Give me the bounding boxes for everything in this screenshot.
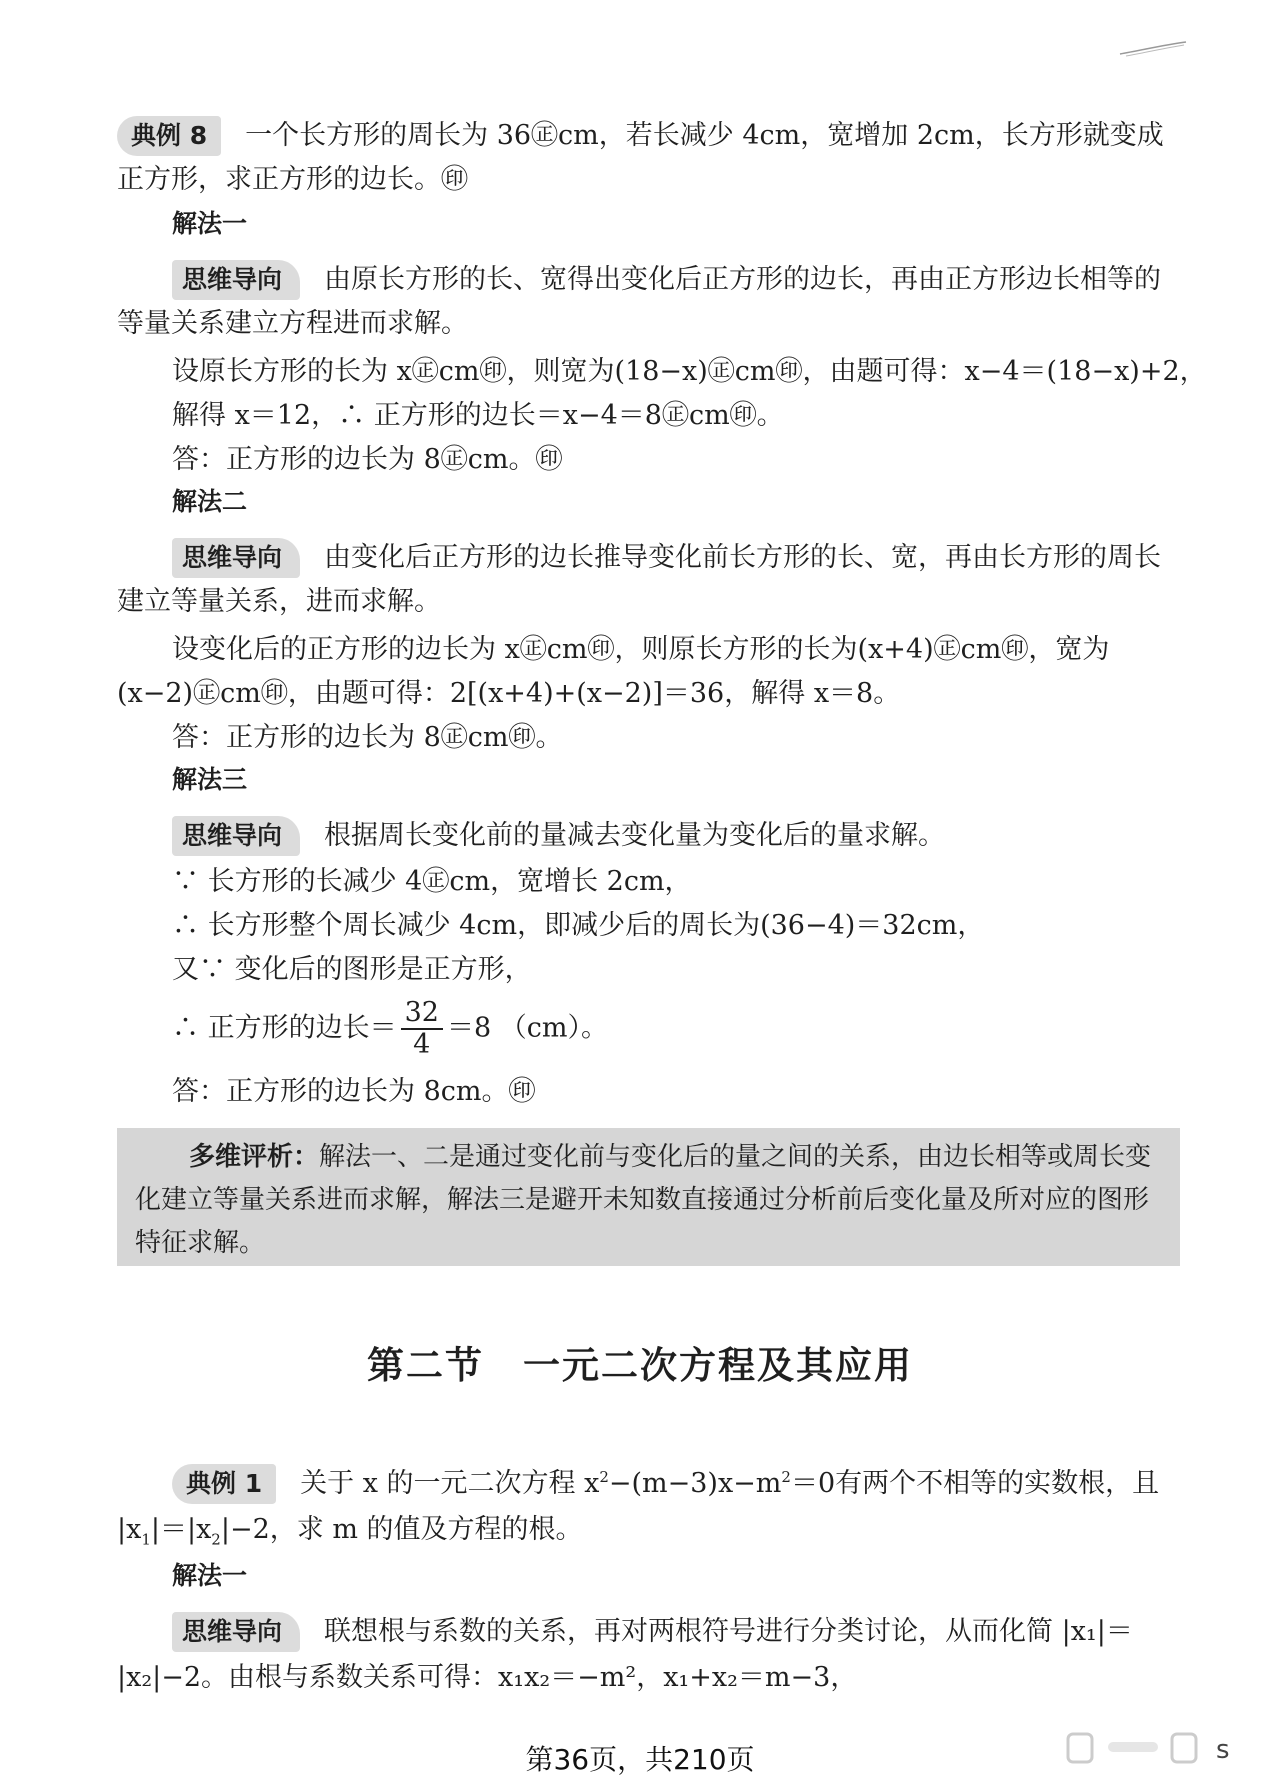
thinking-tag: 思维导向 — [172, 1612, 300, 1652]
analysis-text: 解法一、二是通过变化前与变化后的量之间的关系，由边长相等或周长变化建立等量关系进而求解，解法三是避开未知数直接通过分析前后变化量及所对应的图形特征求解。 — [135, 1142, 1152, 1258]
method-2-thinking-text: 由变化后正方形的边长推导变化前长方形的长、宽，再由长方形的周长建立等量关系，进而求解。 — [117, 542, 1162, 617]
method-3-line-4 — [172, 998, 608, 1060]
method-3-line-2: ∴ 长方形整个周长减少 4cm，即减少后的周长为(36−4)＝32cm， — [172, 910, 985, 941]
method-3-answer: 答：正方形的边长为 8cm。㊞ — [172, 1076, 536, 1107]
abs-mid: |＝|x — [150, 1514, 212, 1545]
method-1-answer: 答：正方形的边长为 8㊣cm。㊞ — [172, 444, 563, 475]
thinking-tag: 思维导向 — [172, 538, 300, 578]
method-3-label: 解法三 — [172, 765, 248, 794]
abs-open: |x — [117, 1514, 142, 1545]
example-1-tag: 典例 1 — [172, 1464, 276, 1504]
subscript: 2 — [211, 1530, 221, 1549]
example-1-text-b: −(m−3)x−m — [608, 1468, 782, 1499]
method-3-line-3: 又∵ 变化后的图形是正方形， — [172, 954, 532, 985]
fraction — [401, 998, 443, 1060]
method-3-line-4-suffix: ＝8 （cm）。 — [446, 1012, 608, 1044]
method-1b-thinking-text: 联想根与系数的关系，再对两根符号进行分类讨论，从而化简 |x₁|＝ — [324, 1616, 1133, 1647]
example-1-line-2 — [117, 1508, 1177, 1552]
corner-stroke-decoration — [1118, 40, 1188, 58]
svg-text:s: s — [1216, 1735, 1230, 1765]
method-1b-line-2: |x₂|−2。由根与系数关系可得：x₁x₂＝−m²，x₁+x₂＝m−3， — [117, 1662, 858, 1693]
analysis-box — [117, 1128, 1180, 1266]
method-3-line-1: ∵ 长方形的长减少 4㊣cm，宽增长 2cm， — [172, 866, 692, 897]
analysis-label: 多维评析： — [189, 1142, 320, 1172]
thinking-tag: 思维导向 — [172, 260, 300, 300]
example-8-question — [117, 114, 1177, 202]
example-1-question — [117, 1462, 1177, 1506]
method-1-label: 解法一 — [172, 209, 248, 238]
fraction-numerator: 32 — [401, 998, 443, 1030]
example-8-tag: 典例 8 — [117, 116, 221, 156]
abs-end: |−2，求 m 的值及方程的根。 — [220, 1514, 583, 1545]
section-title: 第二节 一元二次方程及其应用 — [367, 1344, 913, 1387]
method-3-thinking-text: 根据周长变化前的量减去变化量为变化后的量求解。 — [324, 820, 946, 851]
viewer-controls-icon — [1060, 1728, 1250, 1768]
fraction-denominator: 4 — [413, 1029, 431, 1060]
method-1-thinking-text: 由原长方形的长、宽得出变化后正方形的边长，再由正方形边长相等的等量关系建立方程进而求解。 — [117, 264, 1162, 339]
superscript: 2 — [599, 1468, 609, 1486]
example-1-text-a: 关于 x 的一元二次方程 x — [300, 1468, 600, 1499]
method-3-line-4-prefix: ∴ 正方形的边长＝ — [172, 1012, 397, 1044]
superscript: 2 — [781, 1468, 791, 1486]
method-1-line-2: 解得 x＝12，∴ 正方形的边长＝x−4＝8㊣cm㊞。 — [172, 400, 784, 431]
thinking-tag: 思维导向 — [172, 816, 300, 856]
example-1-text-c: ＝0有两个不相等的实数根，且 — [790, 1468, 1160, 1499]
method-1b-label: 解法一 — [172, 1561, 248, 1590]
method-2-line-1: 设变化后的正方形的边长为 x㊣cm㊞，则原长方形的长为(x+4)㊣cm㊞，宽为(x−2)㊣cm㊞，由题可得：2[(x+4)+(x−2)]＝36，解得 x＝8。 — [117, 634, 1110, 709]
page-counter: 第36页，共210页 — [525, 1743, 755, 1776]
example-8-text: 一个长方形的周长为 36㊣cm，若长减少 4cm，宽增加 2cm，长方形就变成正方形，求正方形的边长。㊞ — [117, 120, 1164, 195]
method-2-answer: 答：正方形的边长为 8㊣cm㊞。 — [172, 722, 563, 753]
method-2-label: 解法二 — [172, 487, 248, 516]
method-1-thinking — [117, 258, 1177, 346]
method-2-thinking — [117, 536, 1177, 624]
method-1b-thinking — [117, 1610, 1177, 1654]
subscript: 1 — [141, 1530, 151, 1549]
method-3-thinking — [117, 814, 1177, 858]
method-1-line-1: 设原长方形的长为 x㊣cm㊞，则宽为(18−x)㊣cm㊞，由题可得：x−4＝(18−x)+2， — [172, 356, 1207, 387]
